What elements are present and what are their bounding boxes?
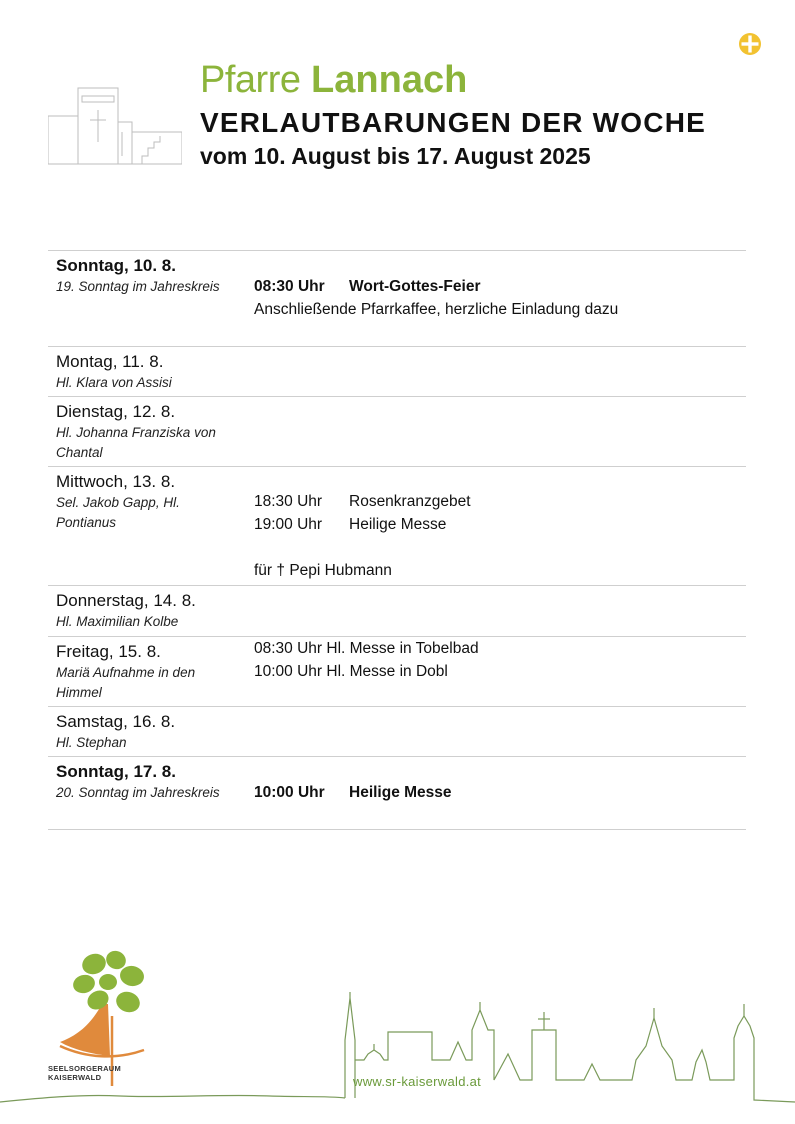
- footer-logo-text: [48, 1064, 121, 1082]
- parish-name: Lannach: [311, 59, 468, 101]
- feast-label: Hl. Johanna Franziska von Chantal: [56, 425, 216, 460]
- table-row: [48, 756, 746, 830]
- event-line: [254, 275, 618, 298]
- event-line: 08:30 Uhr Hl. Messe in Tobelbad: [254, 640, 479, 657]
- event-time: 19:00 Uhr: [254, 516, 323, 533]
- day-label: Dienstag, 12. 8.: [56, 402, 176, 421]
- table-row: [48, 396, 746, 466]
- feast-label: Hl. Maximilian Kolbe: [56, 614, 179, 629]
- day-label: Freitag, 15. 8.: [56, 642, 161, 661]
- footer-logo-line1: SEELSORGERAUM: [48, 1064, 122, 1073]
- event-line: [254, 490, 471, 513]
- day-label: Donnerstag, 14. 8.: [56, 591, 196, 610]
- day-label: Mittwoch, 13. 8.: [56, 472, 176, 491]
- table-row: [48, 250, 746, 346]
- table-row: [48, 466, 746, 585]
- website-link[interactable]: www.sr-kaiserwald.at: [353, 1074, 482, 1089]
- date-range: vom 10. August bis 17. August 2025: [200, 143, 591, 169]
- event-note: Anschließende Pfarrkaffee, herzliche Einladung dazu: [254, 301, 619, 318]
- church-sketch-icon: [48, 86, 182, 166]
- page-headline: VERLAUTBARUNGEN DER WOCHE: [200, 107, 706, 138]
- event-title: Wort-Gottes-Feier: [349, 278, 481, 295]
- event-time: 10:00 Uhr: [254, 784, 325, 801]
- cross-logo-icon: [738, 32, 762, 56]
- parish-prefix: Pfarre: [200, 59, 301, 101]
- event-title: Rosenkranzgebet: [349, 493, 471, 510]
- feast-label: Mariä Aufnahme in den Himmel: [56, 665, 196, 700]
- day-label: Samstag, 16. 8.: [56, 712, 176, 731]
- table-row: [48, 585, 746, 636]
- event-line: [254, 513, 471, 536]
- table-row: [48, 636, 746, 706]
- feast-label: 19. Sonntag im Jahreskreis: [56, 279, 220, 294]
- event-time: 08:30 Uhr: [254, 278, 325, 295]
- feast-label: Sel. Jakob Gapp, Hl. Pontianus: [56, 495, 180, 530]
- day-label: Sonntag, 17. 8.: [56, 762, 176, 781]
- day-label: Montag, 11. 8.: [56, 352, 164, 371]
- feast-label: 20. Sonntag im Jahreskreis: [56, 785, 220, 800]
- event-title: Heilige Messe: [349, 784, 452, 801]
- feast-label: Hl. Klara von Assisi: [56, 375, 172, 390]
- event-time: 18:30 Uhr: [254, 493, 323, 510]
- event-line: 10:00 Uhr Hl. Messe in Dobl: [254, 663, 448, 680]
- event-note: für † Pepi Hubmann: [254, 562, 392, 579]
- footer-logo-line2: KAISERWALD: [48, 1073, 102, 1082]
- event-line: [254, 781, 452, 804]
- day-label: Sonntag, 10. 8.: [56, 256, 176, 275]
- event-title: Heilige Messe: [349, 516, 447, 533]
- feast-label: Hl. Stephan: [56, 735, 127, 750]
- parish-title: [200, 58, 467, 102]
- schedule-table: [48, 250, 746, 830]
- table-row: [48, 346, 746, 396]
- table-row: [48, 706, 746, 756]
